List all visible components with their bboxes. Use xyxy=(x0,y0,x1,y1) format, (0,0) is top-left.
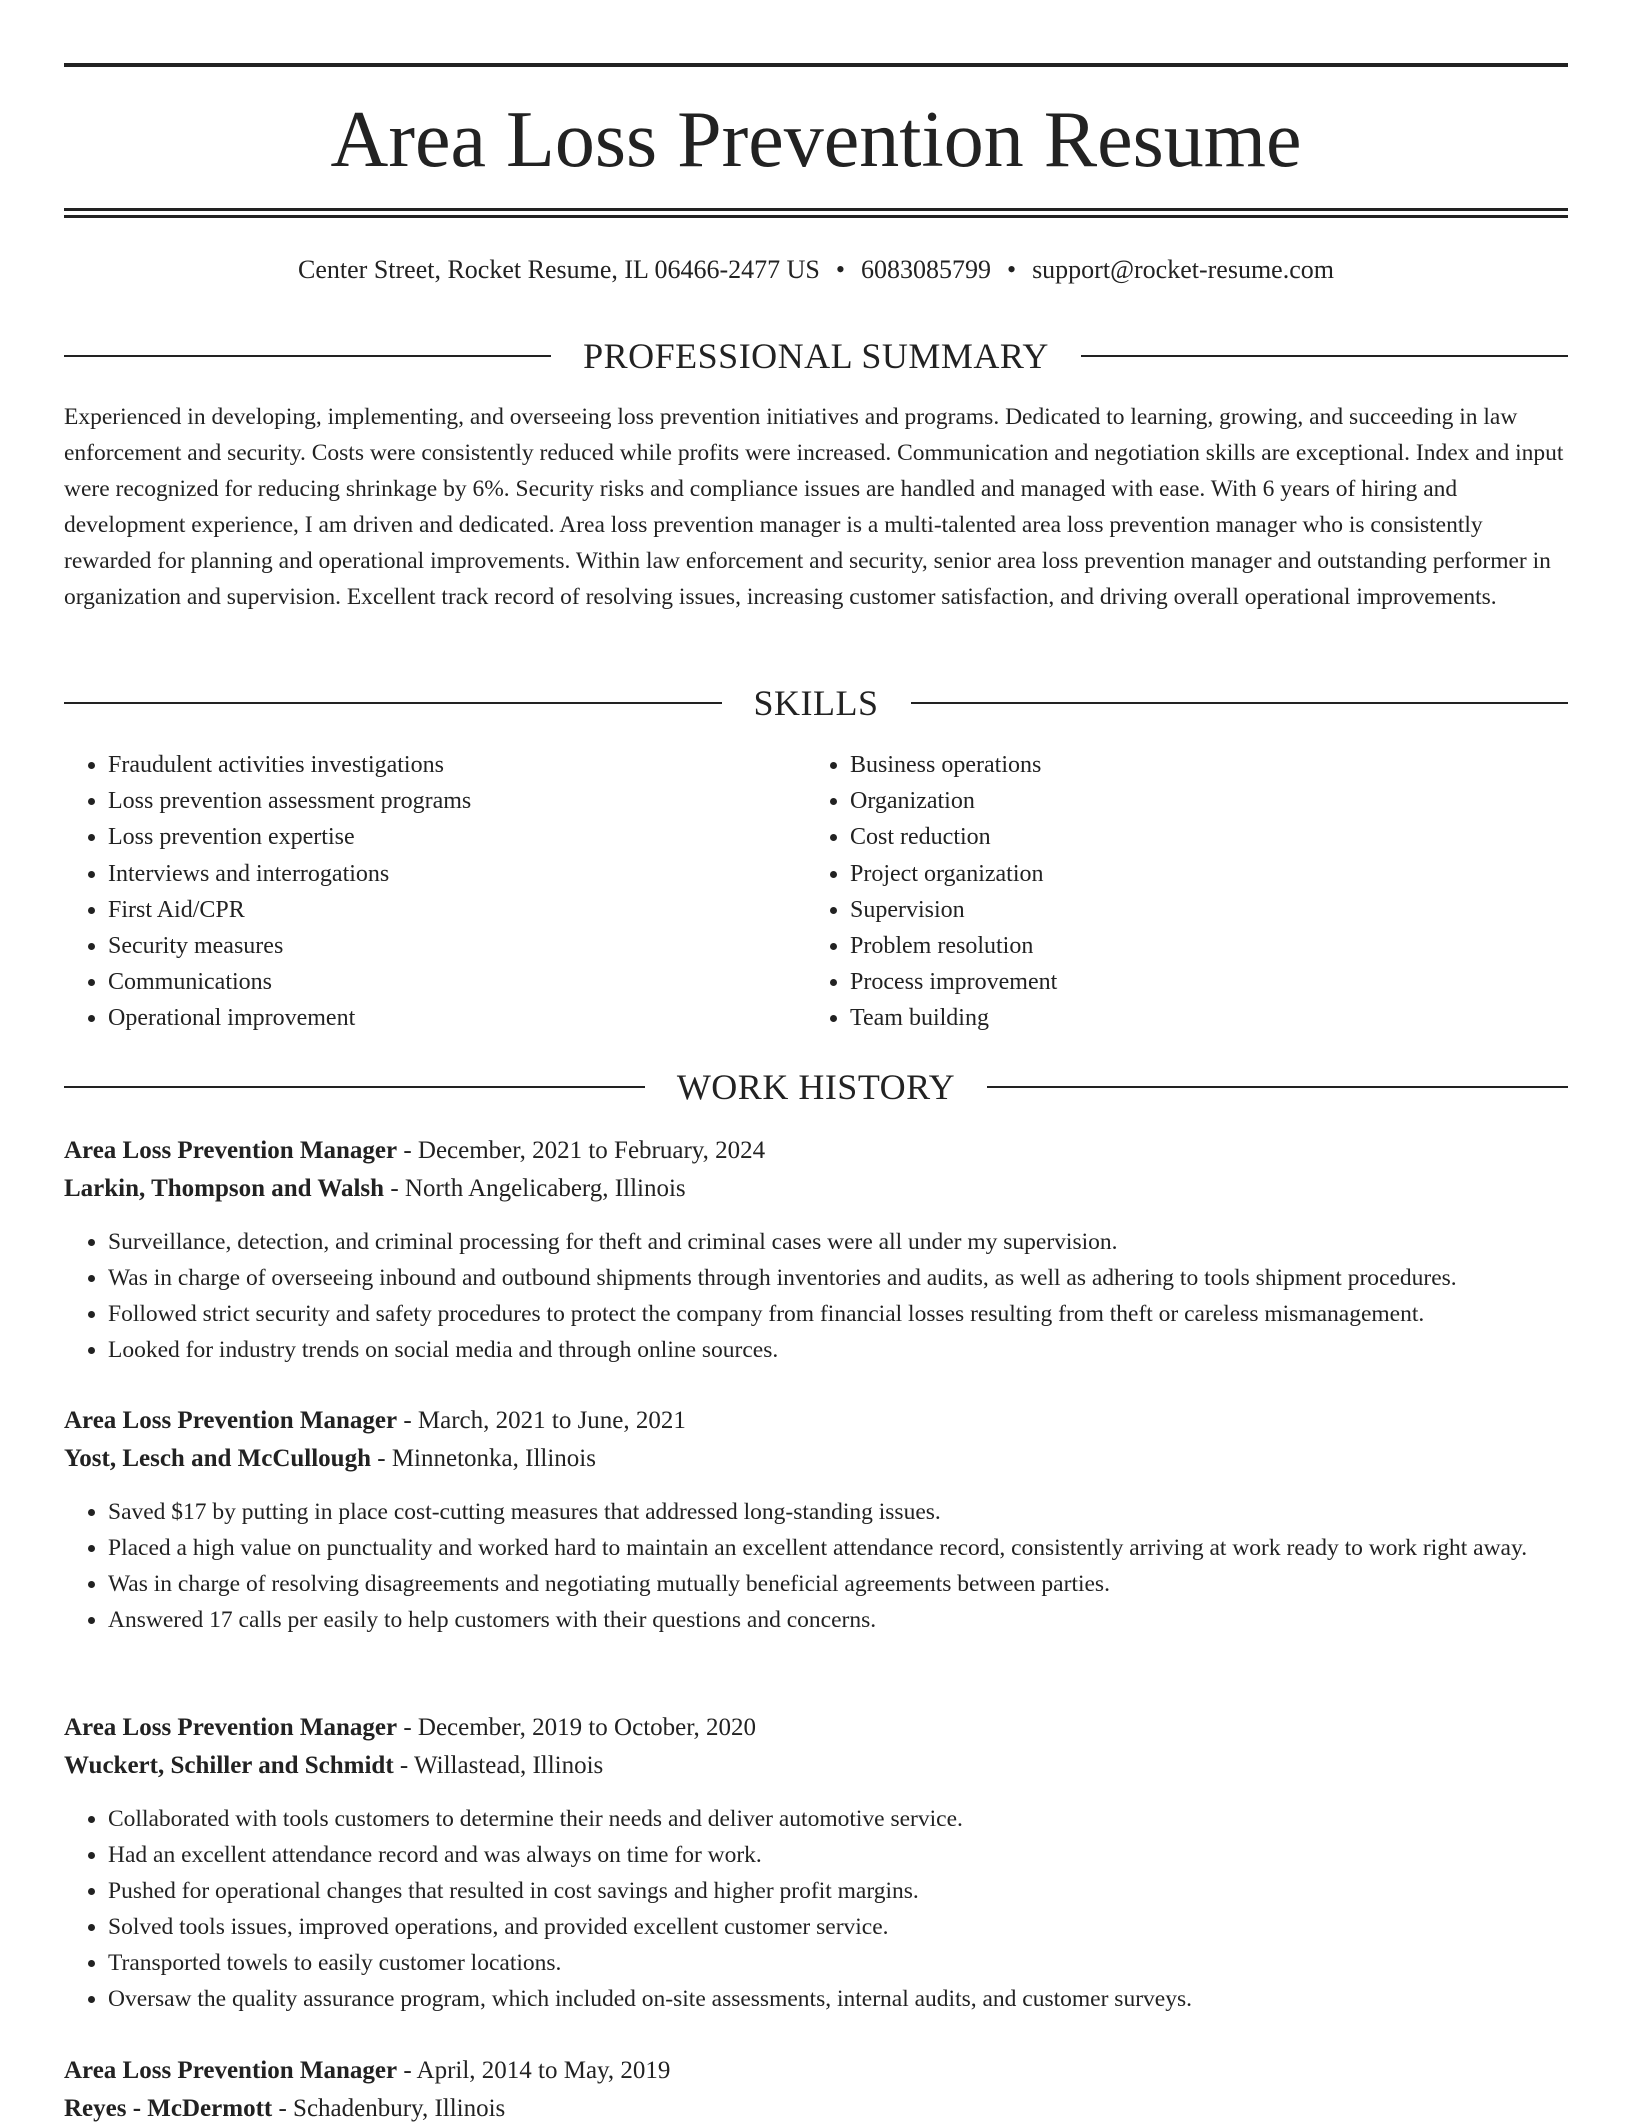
skill-item: • Problem resolution xyxy=(850,928,1548,964)
skill-item: • Cost reduction xyxy=(850,819,1548,855)
contact-address: Center Street, Rocket Resume, IL 06466-2477 US xyxy=(298,255,820,284)
top-rule xyxy=(64,63,1568,67)
title-double-rule xyxy=(64,208,1568,218)
skill-item: • First Aid/CPR xyxy=(108,892,806,928)
heading-rule xyxy=(987,1086,1568,1088)
job-title-line xyxy=(64,2052,1568,2090)
skill-item: • Supervision xyxy=(850,892,1548,928)
contact-line xyxy=(64,252,1568,288)
resume-title: Area Loss Prevention Resume xyxy=(330,96,1302,184)
job-bullets xyxy=(64,1494,1568,1638)
job-bullet: • Solved tools issues, improved operations, and provided excellent customer service. xyxy=(108,1909,1568,1945)
skills-list xyxy=(64,747,1568,1037)
job-company: Reyes - McDermott xyxy=(64,2095,273,2122)
job-entry xyxy=(64,1132,1568,1368)
skill-item: • Loss prevention assessment programs xyxy=(108,783,806,819)
job-bullet: • Transported towels to easily customer locations. xyxy=(108,1945,1568,1981)
job-title: Area Loss Prevention Manager xyxy=(64,1407,398,1434)
skills-column-right xyxy=(806,747,1548,1037)
skill-item: • Fraudulent activities investigations xyxy=(108,747,806,783)
job-entry xyxy=(64,2052,1568,2128)
job-company: Wuckert, Schiller and Schmidt xyxy=(64,1752,394,1779)
heading-rule xyxy=(1081,355,1568,357)
job-bullet: • Surveillance, detection, and criminal processing for theft and criminal cases were all under my supervision. xyxy=(108,1224,1568,1260)
job-title: Area Loss Prevention Manager xyxy=(64,1137,398,1164)
job-bullet: • Oversaw the quality assurance program, which included on-site assessments, internal audits, and customer surveys. xyxy=(108,1981,1568,2017)
skills-heading-label: SKILLS xyxy=(753,683,879,723)
skill-item: • Operational improvement xyxy=(108,1000,806,1036)
skills-heading xyxy=(64,681,1568,725)
job-company-line xyxy=(64,1170,1568,1208)
job-bullet: • Had an excellent attendance record and was always on time for work. xyxy=(108,1837,1568,1873)
job-bullets xyxy=(64,1224,1568,1368)
heading-rule xyxy=(64,1086,645,1088)
job-bullet: • Followed strict security and safety procedures to protect the company from financial losses resulting from theft or careless mismanagement. xyxy=(108,1296,1568,1332)
skill-item: • Loss prevention expertise xyxy=(108,819,806,855)
job-dates: - December, 2021 to February, 2024 xyxy=(397,1137,766,1164)
job-bullet: • Was in charge of overseeing inbound and outbound shipments through inventories and audits, as well as adhering to tools shipment procedures. xyxy=(108,1260,1568,1296)
summary-text: Experienced in developing, implementing, and overseeing loss prevention initiatives and programs. Dedicated to learning, growing, and succeeding in law enforcement and security. Costs were consistently reduced while profits were increased. Communication and negotiation skills are exceptional. Index and input were recognized for reducing shrinkage by 6%. Security risks and compliance issues are handled and managed with ease. With 6 years of hiring and development experience, I am driven and dedicated. Area loss prevention manager is a multi-talented area loss prevention manager who is consistently rewarded for planning and operational improvements. Within law enforcement and security, senior area loss prevention manager and outstanding performer in organization and supervision. Excellent track record of resolving issues, increasing customer satisfaction, and driving overall operational improvements. xyxy=(64,404,1564,610)
skill-item: • Business operations xyxy=(850,747,1548,783)
job-bullet: • Answered 17 calls per easily to help customers with their questions and concerns. xyxy=(108,1602,1568,1638)
job-dates: - December, 2019 to October, 2020 xyxy=(397,1714,757,1741)
job-bullet: • Was in charge of resolving disagreements and negotiating mutually beneficial agreements between parties. xyxy=(108,1566,1568,1602)
job-location: - Schadenbury, Illinois xyxy=(272,2095,506,2122)
skill-item: • Process improvement xyxy=(850,964,1548,1000)
contact-separator: • xyxy=(835,255,845,284)
job-company-line xyxy=(64,1440,1568,1478)
work-history-heading xyxy=(64,1065,1568,1109)
job-entry xyxy=(64,1402,1568,1638)
job-title-line xyxy=(64,1132,1568,1170)
summary-heading xyxy=(64,334,1568,378)
job-company-line xyxy=(64,1747,1568,1785)
job-entry xyxy=(64,1709,1568,2017)
skill-item: • Security measures xyxy=(108,928,806,964)
skill-item: • Team building xyxy=(850,1000,1548,1036)
job-bullet: • Saved $17 by putting in place cost-cutting measures that addressed long-standing issues. xyxy=(108,1494,1568,1530)
job-bullet: • Collaborated with tools customers to determine their needs and deliver automotive service. xyxy=(108,1801,1568,1837)
job-bullet: • Placed a high value on punctuality and worked hard to maintain an excellent attendance record, consistently arriving at work ready to work right away. xyxy=(108,1530,1568,1566)
heading-rule xyxy=(64,355,551,357)
contact-email: support@rocket-resume.com xyxy=(1032,255,1334,284)
job-title-line xyxy=(64,1402,1568,1440)
heading-rule xyxy=(64,702,722,704)
job-dates: - March, 2021 to June, 2021 xyxy=(397,1407,686,1434)
heading-rule xyxy=(911,702,1569,704)
skill-item: • Interviews and interrogations xyxy=(108,856,806,892)
job-location: - North Angelicaberg, Illinois xyxy=(384,1175,686,1202)
job-location: - Willastead, Illinois xyxy=(393,1752,604,1779)
job-bullet: • Pushed for operational changes that resulted in cost savings and higher profit margins. xyxy=(108,1873,1568,1909)
job-company-line xyxy=(64,2090,1568,2128)
job-company: Yost, Lesch and McCullough xyxy=(64,1445,371,1472)
job-bullet: • Looked for industry trends on social media and through online sources. xyxy=(108,1332,1568,1368)
job-location: - Minnetonka, Illinois xyxy=(371,1445,596,1472)
job-title: Area Loss Prevention Manager xyxy=(64,1714,398,1741)
job-dates: - April, 2014 to May, 2019 xyxy=(397,2057,671,2084)
skill-item: • Communications xyxy=(108,964,806,1000)
contact-separator: • xyxy=(1006,255,1017,284)
skill-item: • Organization xyxy=(850,783,1548,819)
job-title: Area Loss Prevention Manager xyxy=(64,2057,398,2084)
skills-column-left xyxy=(64,747,806,1037)
work-history-heading-label: WORK HISTORY xyxy=(676,1067,956,1107)
skill-item: • Project organization xyxy=(850,856,1548,892)
contact-phone: 6083085799 xyxy=(860,255,991,284)
job-company: Larkin, Thompson and Walsh xyxy=(64,1175,385,1202)
summary-heading-label: PROFESSIONAL SUMMARY xyxy=(583,336,1049,376)
job-bullets xyxy=(64,1801,1568,2017)
job-title-line xyxy=(64,1709,1568,1747)
